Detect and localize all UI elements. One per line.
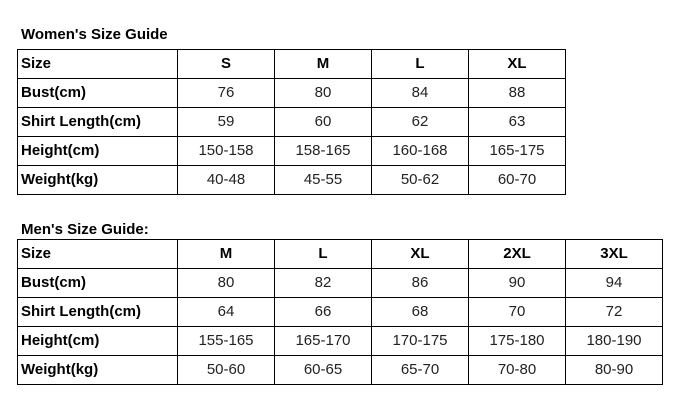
table-row-bust [18,269,663,298]
table-cell: 60-70 [469,166,566,195]
table-cell: 63 [469,108,566,137]
header-cell-xl: XL [372,240,469,269]
table-row-weight [18,166,566,195]
table-cell: 165-170 [275,327,372,356]
table-cell: 76 [178,79,275,108]
table-cell: 64 [178,298,275,327]
table-cell: 59 [178,108,275,137]
table-cell: 62 [372,108,469,137]
row-label-weight: Weight(kg) [18,356,178,385]
table-cell: 50-62 [372,166,469,195]
table-cell: 80-90 [566,356,663,385]
table-row-bust [18,79,566,108]
table-cell: 175-180 [469,327,566,356]
header-cell-xl: XL [469,50,566,79]
row-label-bust: Bust(cm) [18,269,178,298]
table-row-weight [18,356,663,385]
header-cell-size: Size [18,50,178,79]
table-cell: 84 [372,79,469,108]
table-cell: 180-190 [566,327,663,356]
table-cell: 94 [566,269,663,298]
table-cell: 72 [566,298,663,327]
table-cell: 170-175 [372,327,469,356]
women-size-table [17,49,566,195]
table-cell: 80 [275,79,372,108]
table-row-height [18,137,566,166]
women-size-guide-title: Women's Size Guide [21,26,168,43]
row-label-height: Height(cm) [18,137,178,166]
table-row-height [18,327,663,356]
table-cell: 160-168 [372,137,469,166]
table-cell: 86 [372,269,469,298]
header-cell-l: L [275,240,372,269]
table-cell: 60-65 [275,356,372,385]
table-cell: 68 [372,298,469,327]
table-cell: 45-55 [275,166,372,195]
men-size-table [17,239,663,385]
table-cell: 80 [178,269,275,298]
header-cell-size: Size [18,240,178,269]
row-label-bust: Bust(cm) [18,79,178,108]
men-size-guide-title: Men's Size Guide: [21,221,149,238]
table-cell: 70-80 [469,356,566,385]
table-cell: 155-165 [178,327,275,356]
header-cell-3xl: 3XL [566,240,663,269]
row-label-height: Height(cm) [18,327,178,356]
header-cell-s: S [178,50,275,79]
table-cell: 60 [275,108,372,137]
table-cell: 70 [469,298,566,327]
table-row-shirt-length [18,298,663,327]
table-cell: 66 [275,298,372,327]
table-cell: 88 [469,79,566,108]
row-label-shirt-length: Shirt Length(cm) [18,298,178,327]
header-cell-m: M [275,50,372,79]
table-cell: 40-48 [178,166,275,195]
table-cell: 50-60 [178,356,275,385]
row-label-weight: Weight(kg) [18,166,178,195]
table-cell: 158-165 [275,137,372,166]
table-cell: 90 [469,269,566,298]
header-cell-2xl: 2XL [469,240,566,269]
table-cell: 165-175 [469,137,566,166]
table-cell: 65-70 [372,356,469,385]
header-cell-l: L [372,50,469,79]
table-cell: 82 [275,269,372,298]
table-cell: 150-158 [178,137,275,166]
row-label-shirt-length: Shirt Length(cm) [18,108,178,137]
table-header-row [18,50,566,79]
table-header-row [18,240,663,269]
header-cell-m: M [178,240,275,269]
table-row-shirt-length [18,108,566,137]
